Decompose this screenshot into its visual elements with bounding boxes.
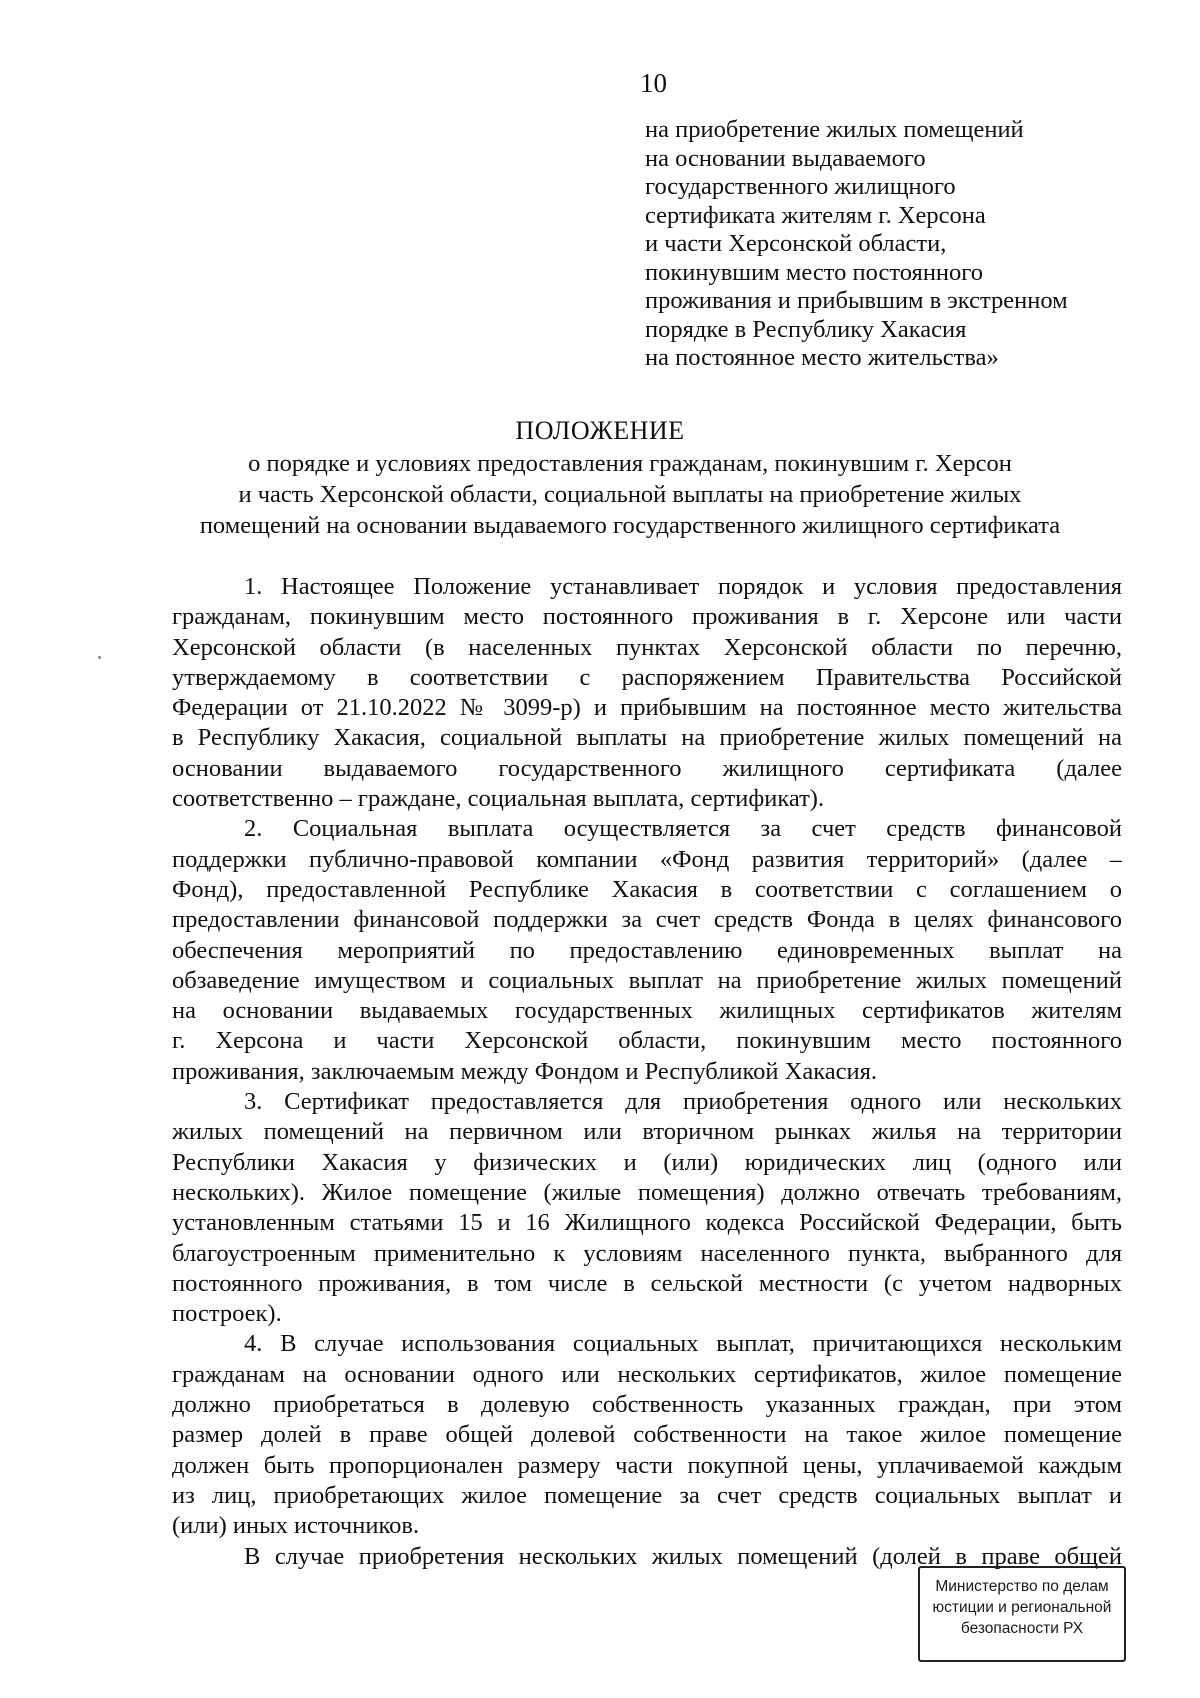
appendix-line: и части Херсонской области, [645,230,947,257]
appendix-line: на приобретение жилых помещений [645,116,1024,143]
ministry-stamp [918,1566,1126,1662]
document-title: ПОЛОЖЕНИЕ [515,416,685,445]
text-line: 1. Настоящее Положение устанавливает порядок и условия предоставления [244,573,1122,600]
text-line: гражданам, покинувшим место постоянного проживания в г. Херсоне или части [172,603,1122,631]
text-line: Херсонской области (в населенных пунктах Херсонской области по перечню, [172,633,1122,661]
text-line: 4. В случае использования социальных выплат, причитающихся нескольким [244,1330,1122,1358]
paragraph-2 [172,814,1122,1087]
appendix-line: на основании выдаваемого [645,144,926,172]
appendix-line: государственного жилищного [645,173,956,200]
appendix-line: проживания и прибывшим в экстренном [645,287,1068,314]
appendix-reference [645,116,1145,373]
paragraph-1 [172,572,1122,814]
text-line: В случае приобретения нескольких жилых помещений (долей в праве общей [244,1542,1122,1570]
text-line: Республики Хакасия у физических и (или) юридических лиц (одного или [172,1148,1122,1176]
text-line: в Республику Хакасия, социальной выплаты на приобретение жилых помещений на [172,724,1122,752]
page-number: 10 [640,68,667,98]
text-line: на основании выдаваемых государственных жилищных сертификатов жителям [172,997,1122,1025]
document-body [172,572,1122,1572]
paragraph-3 [172,1087,1122,1329]
text-line: поддержки публично-правовой компании «Фонд развития территорий» (далее – [172,845,1122,873]
appendix-line: покинувшим место постоянного [645,258,983,286]
text-line: установленным статьями 15 и 16 Жилищного кодекса Российской Федерации, быть [172,1209,1122,1237]
text-line: должно приобретаться в долевую собственность указанных граждан, при этом [172,1391,1122,1419]
document-subtitle [150,448,1110,541]
appendix-line: на постоянное место жительства» [645,344,999,371]
text-line: г. Херсона и части Херсонской области, покинувшим место постоянного [172,1027,1122,1055]
text-line: соответственно – граждане, социальная выплата, сертификат). [172,785,825,813]
text-line: предоставлении финансовой поддержки за счет средств Фонда в целях финансового [172,906,1122,934]
appendix-line: сертификата жителям г. Херсона [645,201,986,229]
appendix-line: порядке в Республику Хакасия [645,315,967,343]
text-line: основании выдаваемого государственного жилищного сертификата (далее [172,754,1122,782]
subtitle-line: о порядке и условиях предоставления гражданам, покинувшим г. Херсон [248,450,1012,477]
text-line: обеспечения мероприятий по предоставлению единовременных выплат на [172,936,1122,964]
text-line: жилых помещений на первичном или вторичном рынках жилья на территории [172,1118,1122,1146]
text-line: из лиц, приобретающих жилое помещение за счет средств социальных выплат и [172,1481,1122,1509]
text-line: благоустроенным применительно к условиям населенного пункта, выбранного для [172,1239,1122,1267]
text-line: 3. Сертификат предоставляется для приобретения одного или нескольких [244,1088,1122,1116]
text-line: (или) иных источников. [172,1512,420,1540]
paragraph-4 [172,1329,1122,1541]
stamp-line: безопасности РХ [960,1620,1084,1637]
text-line: размер долей в праве общей долевой собственности на такое жилое помещение [172,1421,1122,1449]
text-line: построек). [172,1300,282,1328]
text-line: обзаведение имуществом и социальных выплат на приобретение жилых помещений [172,966,1122,994]
subtitle-line: и часть Херсонской области, социальной выплаты на приобретение жилых [238,481,1022,508]
text-line: проживания, заключаемым между Фондом и Республикой Хакасия. [172,1057,877,1085]
text-line: должен быть пропорционален размеру части покупной цены, уплачиваемой каждым [172,1451,1122,1479]
text-line: 2. Социальная выплата осуществляется за счет средств финансовой [244,815,1122,843]
text-line: Фонд), предоставленной Республике Хакасия в соответствии с соглашением о [172,875,1122,903]
stamp-line: юстиции и региональной [932,1599,1112,1616]
text-line: постоянного проживания, в том числе в сельской местности (с учетом надворных [172,1269,1122,1297]
scan-speck [98,656,101,659]
text-line: нескольких). Жилое помещение (жилые помещения) должно отвечать требованиям, [172,1178,1122,1206]
text-line: гражданам на основании одного или нескольких сертификатов, жилое помещение [172,1360,1122,1388]
text-line: Федерации от 21.10.2022 № 3099-р) и прибывшим на постоянное место жительства [172,694,1122,722]
subtitle-line: помещений на основании выдаваемого государственного жилищного сертификата [199,512,1061,539]
text-line: утверждаемому в соответствии с распоряжением Правительства Российской [172,663,1122,691]
stamp-line: Министерство по делам [935,1578,1109,1595]
